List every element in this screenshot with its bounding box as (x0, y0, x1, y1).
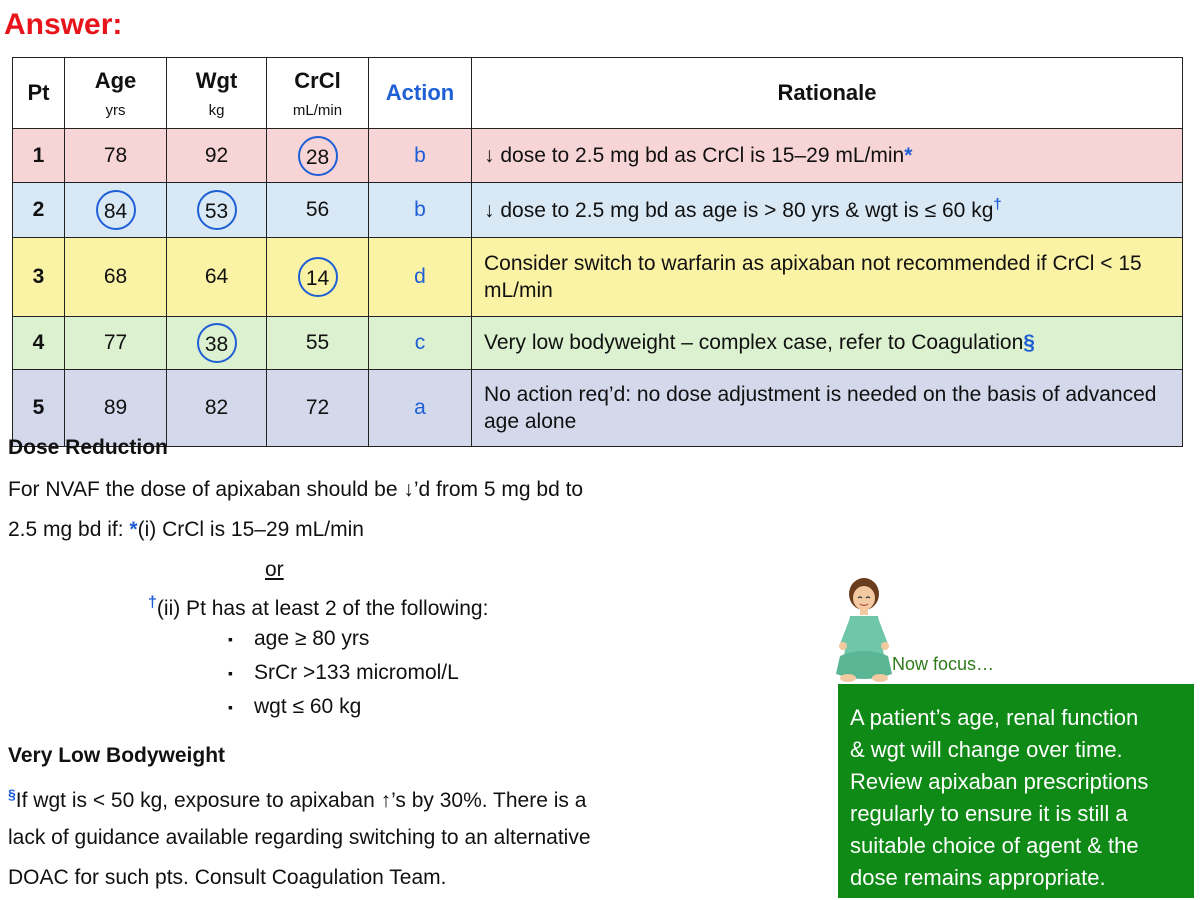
table-header-row (13, 58, 1183, 129)
patient-table (12, 57, 1183, 447)
cell-age (65, 183, 167, 238)
header-crcl: CrCl mL/min (267, 58, 369, 129)
cell-wgt (167, 317, 267, 370)
header-age-unit: yrs (105, 101, 126, 119)
dose-reduction-heading: Dose Reduction (8, 436, 168, 459)
footnote-mark: * (904, 143, 913, 167)
header-pt: Pt (13, 58, 65, 129)
circled-value: 84 (96, 190, 136, 230)
footnote-mark: † (148, 594, 157, 611)
circled-value: 28 (298, 136, 338, 176)
dose-reduction-line1: For NVAF the dose of apixaban should be ↓’d from 5 mg bd to (8, 478, 584, 501)
list-item: ▪ SrCr >133 micromol/L (228, 656, 459, 690)
cell-action: a (369, 370, 472, 447)
low-bodyweight-heading: Very Low Bodyweight (8, 744, 226, 767)
header-wgt-unit: kg (208, 101, 225, 119)
table-row (13, 238, 1183, 317)
dose-reduction-line2: 2.5 mg bd if: *(i) CrCl is 15–29 mL/min (8, 518, 364, 541)
note-line: Review apixaban prescriptions (850, 769, 1149, 794)
table-row (13, 129, 1183, 183)
cell-rationale: No action req’d: no dose adjustment is needed on the basis of advanced age alone (472, 370, 1183, 447)
footnote-mark: § (8, 786, 16, 802)
circled-value: 14 (298, 257, 338, 297)
cell-age: 78 (65, 129, 167, 183)
note-line: & wgt will change over time. (850, 737, 1123, 762)
table-row (13, 317, 1183, 370)
note-line: suitable choice of agent & the (850, 833, 1139, 858)
cell-pt: 2 (13, 183, 65, 238)
list-item: ▪ wgt ≤ 60 kg (228, 690, 459, 724)
header-age: Age yrs (65, 58, 167, 129)
cell-pt: 4 (13, 317, 65, 370)
cell-rationale: Very low bodyweight – complex case, refer to Coagulation§ (472, 317, 1183, 370)
cell-crcl (267, 129, 369, 183)
cell-action: b (369, 129, 472, 183)
cell-age: 89 (65, 370, 167, 447)
note-line: regularly to ensure it is still a (850, 801, 1128, 826)
cell-action: d (369, 238, 472, 317)
note-line: dose remains appropriate. (850, 865, 1106, 890)
cell-rationale: ↓ dose to 2.5 mg bd as age is > 80 yrs & wgt is ≤ 60 kg† (472, 183, 1183, 238)
cell-rationale: ↓ dose to 2.5 mg bd as CrCl is 15–29 mL/min* (472, 129, 1183, 183)
cell-wgt: 92 (167, 129, 267, 183)
header-crcl-unit: mL/min (292, 101, 343, 119)
low-bodyweight-line3: DOAC for such pts. Consult Coagulation Team. (8, 866, 447, 889)
cell-crcl: 55 (267, 317, 369, 370)
low-bodyweight-line2: lack of guidance available regarding switching to an alternative (8, 826, 591, 849)
footnote-mark: * (129, 518, 138, 541)
cell-wgt: 64 (167, 238, 267, 317)
criteria-list (228, 622, 459, 724)
header-rationale: Rationale (472, 58, 1183, 129)
table-row (13, 370, 1183, 447)
header-action: Action (369, 58, 472, 129)
cell-action: c (369, 317, 472, 370)
cell-age: 68 (65, 238, 167, 317)
note-line: A patient’s age, renal function (850, 705, 1139, 730)
cell-action: b (369, 183, 472, 238)
focus-note-box (838, 684, 1194, 898)
page-title: Answer: (4, 8, 123, 41)
cell-pt: 3 (13, 238, 65, 317)
cell-wgt (167, 183, 267, 238)
low-bodyweight-line1: §If wgt is < 50 kg, exposure to apixaban ↑’s by 30%. There is a (8, 786, 587, 812)
header-wgt: Wgt kg (167, 58, 267, 129)
circled-value: 53 (197, 190, 237, 230)
or-label: or (265, 558, 284, 581)
cell-age: 77 (65, 317, 167, 370)
meditating-figure-icon (834, 574, 894, 698)
footnote-mark: † (993, 196, 1002, 214)
circled-value: 38 (197, 323, 237, 363)
cell-wgt: 82 (167, 370, 267, 447)
cell-rationale: Consider switch to warfarin as apixaban not recommended if CrCl < 15 mL/min (472, 238, 1183, 317)
cell-crcl: 56 (267, 183, 369, 238)
cell-pt: 1 (13, 129, 65, 183)
cell-pt: 5 (13, 370, 65, 447)
list-item: ▪ age ≥ 80 yrs (228, 622, 459, 656)
footnote-mark: § (1023, 331, 1035, 355)
table-row (13, 183, 1183, 238)
cell-crcl: 72 (267, 370, 369, 447)
criterion-ii: †(ii) Pt has at least 2 of the following: (148, 594, 489, 620)
cell-crcl (267, 238, 369, 317)
focus-label: Now focus… (892, 654, 995, 674)
